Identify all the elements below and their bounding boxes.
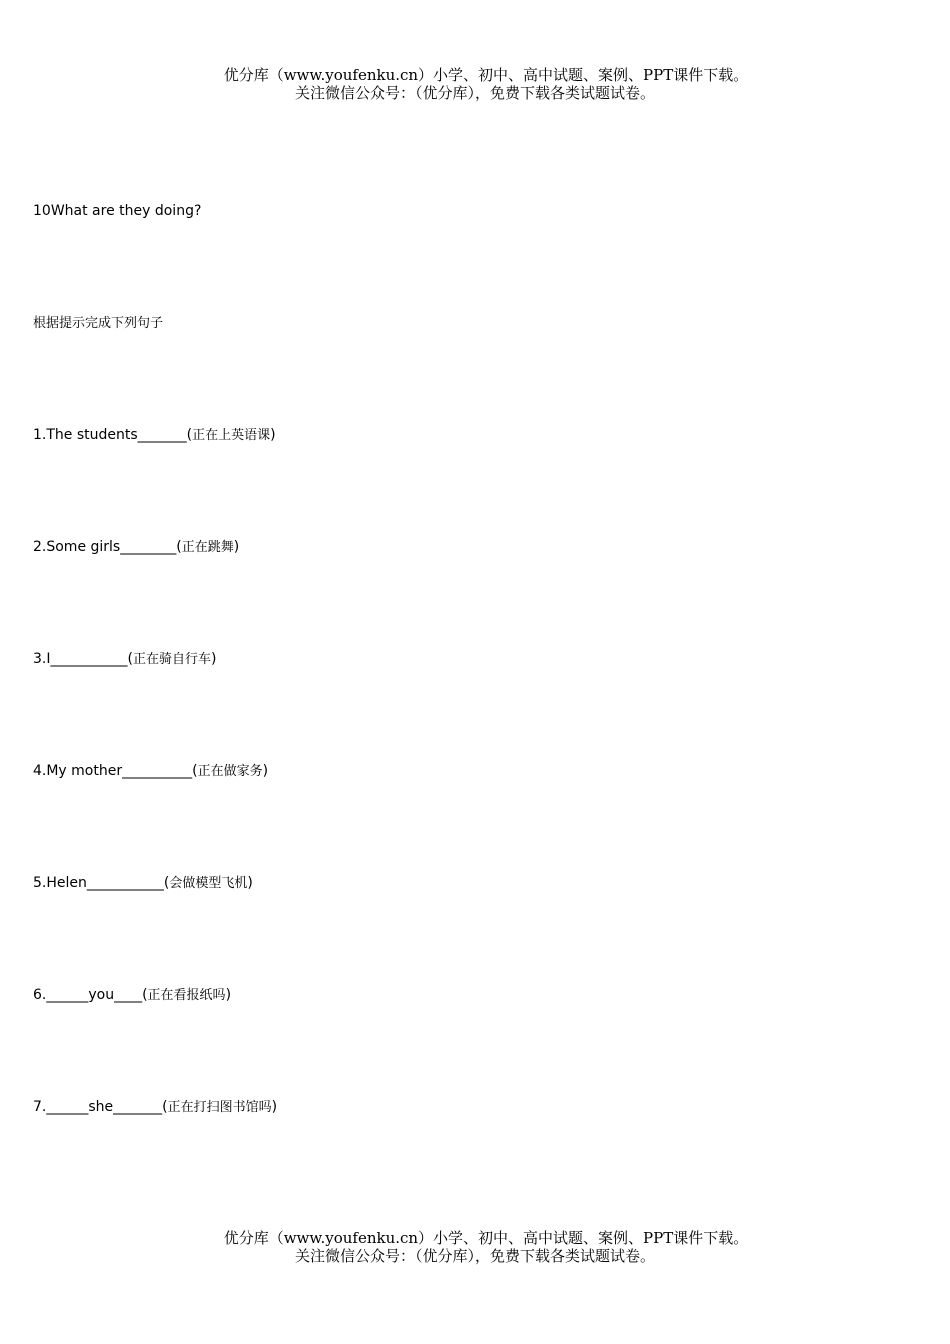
item-hint: 正在跳舞 bbox=[181, 540, 234, 555]
page-footer bbox=[0, 1229, 950, 1265]
item-hint: 正在做家务 bbox=[197, 764, 263, 779]
item-close: ) bbox=[271, 1099, 278, 1115]
item-text: 7.______she_______( bbox=[33, 1099, 168, 1115]
item-close: ) bbox=[210, 651, 217, 667]
item-text: 4.My mother__________( bbox=[33, 763, 198, 779]
item-close: ) bbox=[225, 987, 232, 1003]
instruction-text: 根据提示完成下列句子 bbox=[33, 316, 164, 331]
footer-line-1: 优分库（www.youfenku.cn）小学、初中、高中试题、案例、PPT课件下载。 bbox=[223, 1229, 749, 1247]
item-hint: 会做模型飞机 bbox=[169, 876, 248, 891]
exercise-item-6 bbox=[33, 986, 231, 1005]
exercise-item-3 bbox=[33, 650, 216, 669]
exercise-item-7 bbox=[33, 1098, 277, 1117]
item-text: 3.I___________( bbox=[33, 651, 133, 667]
item-text: 1.The students_______( bbox=[33, 427, 193, 443]
item-hint: 正在打扫图书馆吗 bbox=[167, 1100, 272, 1115]
header-line-2: 关注微信公众号：（优分库），免费下载各类试题试卷。 bbox=[294, 84, 655, 102]
exercise-item-5 bbox=[33, 874, 253, 893]
item-text: 2.Some girls________( bbox=[33, 539, 182, 555]
page-header bbox=[0, 66, 950, 102]
item-close: ) bbox=[262, 763, 269, 779]
item-close: ) bbox=[270, 427, 276, 443]
exercise-item-1 bbox=[33, 426, 276, 445]
item-text: 5.Helen___________( bbox=[33, 875, 170, 891]
item-close: ) bbox=[247, 875, 253, 891]
exercise-item-2 bbox=[33, 538, 239, 557]
exercise-item-4 bbox=[33, 762, 268, 781]
header-line-1: 优分库（www.youfenku.cn）小学、初中、高中试题、案例、PPT课件下载。 bbox=[223, 66, 749, 84]
item-text: 6.______you____( bbox=[33, 987, 148, 1003]
item-close: ) bbox=[233, 539, 240, 555]
item-hint: 正在看报纸吗 bbox=[147, 988, 226, 1003]
item-hint: 正在上英语课 bbox=[192, 428, 271, 443]
question-heading: 10What are they doing? bbox=[33, 203, 202, 219]
item-hint: 正在骑自行车 bbox=[132, 652, 211, 667]
footer-line-2: 关注微信公众号：（优分库），免费下载各类试题试卷。 bbox=[294, 1247, 655, 1265]
